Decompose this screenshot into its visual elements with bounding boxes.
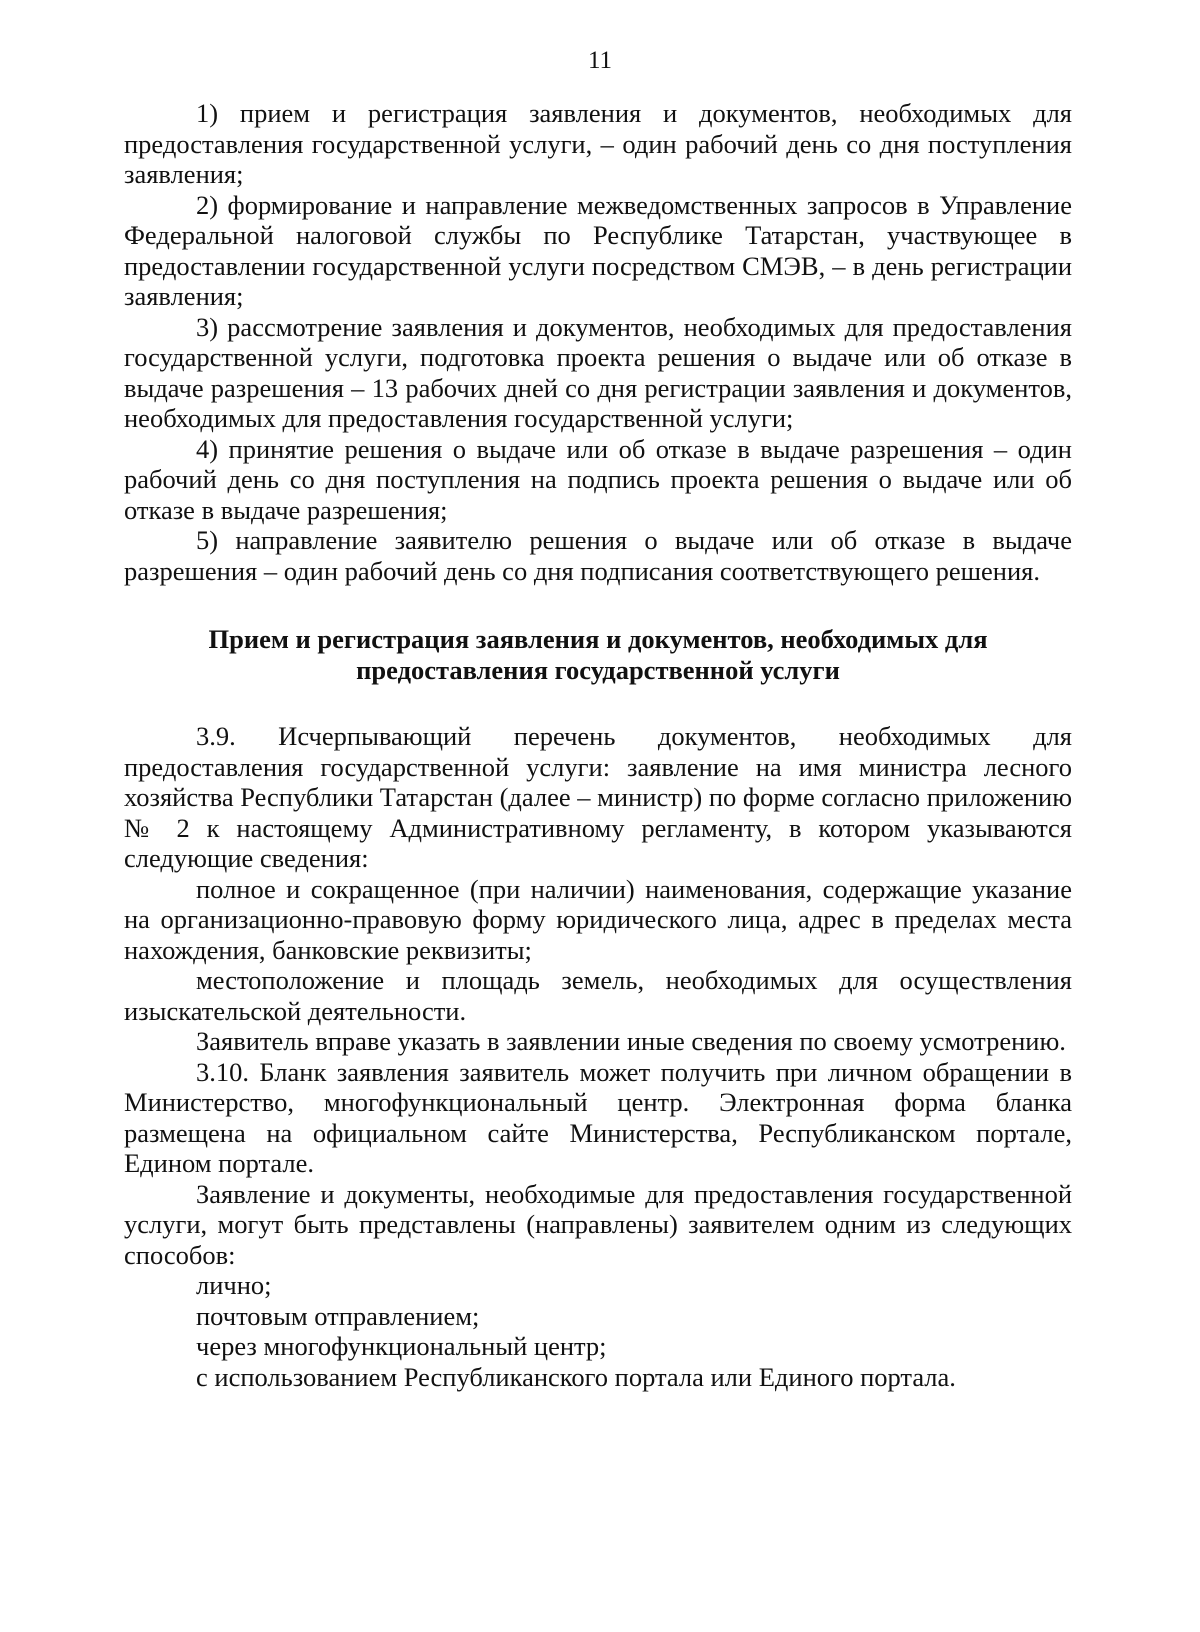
paragraph-methods-intro: Заявление и документы, необходимые для предоставления государственной услуги, могут быть представлены (направлены) заявителем одним из следующих способов: <box>124 1178 1072 1270</box>
paragraph-stage-2: 2) формирование и направление межведомственных запросов в Управление Федеральной налоговой службы по Республике Татарстан, участвующее в предоставлении государственной услуги посредством СМЭВ, – в день регистрации заявления; <box>124 189 1072 311</box>
paragraph-other-info: Заявитель вправе указать в заявлении иные сведения по своему усмотрению. <box>196 1026 1066 1056</box>
paragraph-stage-3: 3) рассмотрение заявления и документов, необходимых для предоставления государственной услуги, подготовка проекта решения о выдаче или об отказе в выдаче разрешения – 13 рабочих дней со дня регистрации заявления и документов, необходимых для предоставления государственной услуги; <box>124 311 1072 433</box>
page-number: 11 <box>587 47 613 74</box>
list-item: с использованием Республиканского портала или Единого портала. <box>196 1361 956 1392</box>
paragraph-3-9: 3.9. Исчерпывающий перечень документов, необходимых для предоставления государственной услуги: заявление на имя министра лесного хозяйства Республики Татарстан (далее – министр) по форме согласно приложению № 2 к настоящему Административному регламенту, в котором указываются следующие сведения: <box>124 721 1072 873</box>
list-item: через многофункциональный центр; <box>196 1331 607 1361</box>
document-body <box>124 98 1072 1392</box>
paragraph-names: полное и сокращенное (при наличии) наименования, содержащие указание на организационно-правовую форму юридического лица, адрес в пределах места нахождения, банковские реквизиты; <box>124 873 1072 965</box>
list-item: лично; <box>196 1270 272 1300</box>
paragraph-stage-1: 1) прием и регистрация заявления и документов, необходимых для предоставления государственной услуги, – один рабочий день со дня поступления заявления; <box>124 98 1072 189</box>
paragraph-3-10: 3.10. Бланк заявления заявитель может получить при личном обращении в Министерство, многофункциональный центр. Электронная форма бланка размещена на официальном сайте Министерства, Республиканском портале, Едином портале. <box>124 1056 1072 1178</box>
section-heading-line-1: Прием и регистрация заявления и документов, необходимых для <box>208 624 988 654</box>
paragraph-stage-4: 4) принятие решения о выдаче или об отказе в выдаче разрешения – один рабочий день со дня поступления на подпись проекта решения о выдаче или об отказе в выдаче разрешения; <box>124 433 1072 525</box>
list-item: почтовым отправлением; <box>196 1300 480 1331</box>
section-heading-line-2: предоставления государственной услуги <box>356 654 840 685</box>
paragraph-stage-5: 5) направление заявителю решения о выдаче или об отказе в выдаче разрешения – один рабочий день со дня подписания соответствующего решения. <box>124 525 1072 586</box>
paragraph-location: местоположение и площадь земель, необходимых для осуществления изыскательской деятельности. <box>124 965 1072 1026</box>
section-heading <box>124 624 1072 685</box>
